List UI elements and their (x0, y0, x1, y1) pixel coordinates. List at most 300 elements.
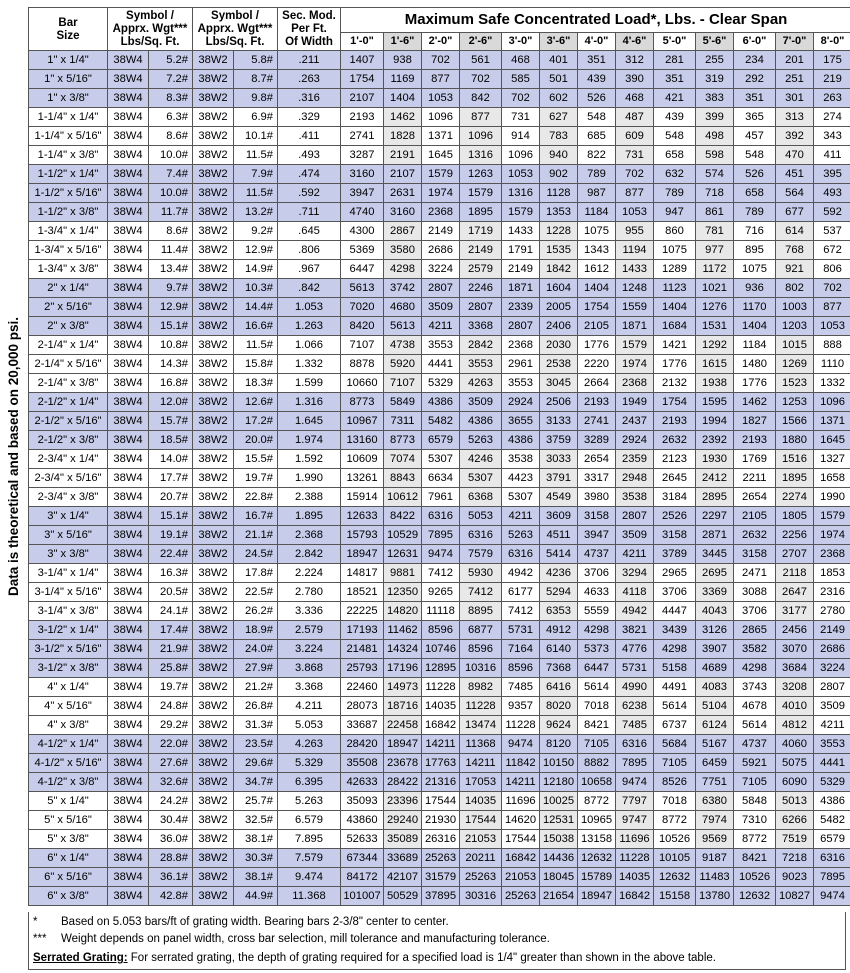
table-cell: 10529 (384, 526, 422, 545)
table-cell: 15793 (341, 526, 384, 545)
table-cell: 10.0# (149, 184, 193, 203)
table-cell: 2256 (776, 526, 814, 545)
table-cell: 8422 (384, 507, 422, 526)
table-cell: 598 (696, 146, 734, 165)
load-table-container (28, 7, 846, 906)
table-cell: 38W2 (193, 241, 234, 260)
table-cell: 7895 (616, 754, 654, 773)
table-cell: 439 (578, 70, 616, 89)
table-cell: 10746 (422, 640, 460, 659)
table-cell: 13474 (460, 716, 502, 735)
table-cell: 468 (502, 51, 540, 70)
table-cell: 614 (776, 222, 814, 241)
table-cell: 470 (776, 146, 814, 165)
table-cell: 4263 (460, 374, 502, 393)
table-cell: 2005 (540, 298, 578, 317)
table-cell: 6124 (696, 716, 734, 735)
table-cell: 1579 (502, 203, 540, 222)
table-cell: 2842 (460, 336, 502, 355)
table-row (29, 127, 850, 146)
table-cell: 27.6# (149, 754, 193, 773)
table-cell: 38W2 (193, 583, 234, 602)
table-cell: 16.6# (234, 317, 278, 336)
table-cell: 18947 (341, 545, 384, 564)
table-cell: 806 (814, 260, 850, 279)
table-cell: 44.9# (234, 887, 278, 906)
table-cell: 101007 (341, 887, 384, 906)
table-cell: 18.5# (149, 431, 193, 450)
table-cell: 702 (502, 89, 540, 108)
table-cell: 38W4 (108, 830, 149, 849)
table-cell: 895 (734, 241, 776, 260)
table-cell: 38W4 (108, 108, 149, 127)
table-cell: 822 (578, 146, 616, 165)
table-cell: 38W4 (108, 621, 149, 640)
table-row (29, 735, 850, 754)
table-cell: 1.599 (278, 374, 341, 393)
table-cell: 12.9# (234, 241, 278, 260)
table-cell: 38W4 (108, 431, 149, 450)
table-cell: 7105 (734, 773, 776, 792)
table-row (29, 488, 850, 507)
table-cell: 399 (696, 108, 734, 127)
table-cell: 1.895 (278, 507, 341, 526)
table-cell: 38W2 (193, 146, 234, 165)
table-cell: 3-1/2" x 3/8" (29, 659, 108, 678)
table-header (29, 8, 850, 51)
table-cell: 29.2# (149, 716, 193, 735)
table-cell: 1407 (341, 51, 384, 70)
table-cell: 38W4 (108, 146, 149, 165)
table-row (29, 203, 850, 222)
table-cell: 2924 (502, 393, 540, 412)
table-cell: 38W2 (193, 108, 234, 127)
table-cell: 3287 (341, 146, 384, 165)
table-cell: 8772 (734, 830, 776, 849)
table-cell: 1645 (422, 146, 460, 165)
table-cell: 19.7# (234, 469, 278, 488)
table-cell: 3" x 1/4" (29, 507, 108, 526)
table-cell: 38W2 (193, 393, 234, 412)
table-cell: 4423 (502, 469, 540, 488)
footnote-2-text: Weight depends on panel width, cross bar selection, mill tolerance and manufacturing tolerance. (61, 933, 550, 945)
table-cell: 12180 (540, 773, 578, 792)
table-cell: 8421 (734, 849, 776, 868)
table-cell: 32.6# (149, 773, 193, 792)
table-cell: 8.6# (149, 127, 193, 146)
load-table (28, 7, 850, 906)
table-cell: 7368 (540, 659, 578, 678)
table-cell: 30316 (460, 887, 502, 906)
table-cell: 6316 (502, 545, 540, 564)
table-cell: 7412 (502, 602, 540, 621)
table-row (29, 887, 850, 906)
table-cell: 3-1/4" x 5/16" (29, 583, 108, 602)
table-cell: 38W4 (108, 868, 149, 887)
table-cell: 5.8# (234, 51, 278, 70)
table-cell: 3789 (654, 545, 696, 564)
table-cell: 13158 (578, 830, 616, 849)
table-cell: 2579 (460, 260, 502, 279)
table-cell: 8895 (460, 602, 502, 621)
table-cell: 1.263 (278, 317, 341, 336)
table-cell: 2707 (776, 545, 814, 564)
table-cell: 1595 (696, 393, 734, 412)
table-cell: 2368 (502, 336, 540, 355)
table-cell: 4" x 5/16" (29, 697, 108, 716)
table-cell: 11228 (422, 678, 460, 697)
table-row (29, 184, 850, 203)
table-cell: 8772 (654, 811, 696, 830)
table-cell: 498 (696, 127, 734, 146)
table-cell: 22.5# (234, 583, 278, 602)
table-cell: .645 (278, 222, 341, 241)
table-cell: 526 (578, 89, 616, 108)
table-cell: 2807 (502, 317, 540, 336)
table-cell: 1-1/2" x 5/16" (29, 184, 108, 203)
table-cell: 263 (814, 89, 850, 108)
table-cell: 2-3/4" x 5/16" (29, 469, 108, 488)
table-cell: 2647 (776, 583, 814, 602)
table-cell: 14.4# (234, 298, 278, 317)
table-cell: 802 (776, 279, 814, 298)
table-cell: 6140 (540, 640, 578, 659)
table-cell: 8020 (540, 697, 578, 716)
table-cell: 201 (776, 51, 814, 70)
table-cell: .711 (278, 203, 341, 222)
table-cell: 38W2 (193, 507, 234, 526)
table-cell: 8773 (341, 393, 384, 412)
table-cell: 401 (540, 51, 578, 70)
table-cell: 7895 (422, 526, 460, 545)
table-cell: 1.316 (278, 393, 341, 412)
table-cell: 5613 (341, 279, 384, 298)
table-cell: 5369 (341, 241, 384, 260)
table-cell: 28073 (341, 697, 384, 716)
table-cell: 3553 (502, 374, 540, 393)
table-cell: 38W2 (193, 260, 234, 279)
table-cell: 2392 (696, 431, 734, 450)
table-cell: 3439 (654, 621, 696, 640)
table-cell: 877 (814, 298, 850, 317)
table-cell: 1-1/4" x 5/16" (29, 127, 108, 146)
table-cell: 38W2 (193, 450, 234, 469)
table-cell: 3706 (654, 583, 696, 602)
table-cell: 914 (502, 127, 540, 146)
table-cell: 4990 (616, 678, 654, 697)
table-cell: 9.8# (234, 89, 278, 108)
table-cell: 17544 (460, 811, 502, 830)
table-cell: 23.5# (234, 735, 278, 754)
table-cell: 1096 (422, 108, 460, 127)
table-cell: 301 (776, 89, 814, 108)
table-row (29, 279, 850, 298)
table-cell: 11462 (384, 621, 422, 640)
table-cell: 38W4 (108, 697, 149, 716)
table-cell: 15.5# (234, 450, 278, 469)
table-cell: 33689 (384, 849, 422, 868)
table-cell: 11.7# (149, 203, 193, 222)
table-cell: 43860 (341, 811, 384, 830)
table-row (29, 317, 850, 336)
table-cell: 6.3# (149, 108, 193, 127)
table-cell: 38W2 (193, 602, 234, 621)
table-cell: 38W4 (108, 887, 149, 906)
table-cell: 17763 (422, 754, 460, 773)
table-cell: 2471 (734, 564, 776, 583)
table-cell: 13.4# (149, 260, 193, 279)
table-cell: 4236 (540, 564, 578, 583)
table-cell: 3160 (384, 203, 422, 222)
table-cell: 4043 (696, 602, 734, 621)
table-cell: 877 (460, 108, 502, 127)
table-cell: 38W4 (108, 716, 149, 735)
table-cell: 6316 (616, 735, 654, 754)
table-cell: 2456 (776, 621, 814, 640)
table-cell: 38W4 (108, 203, 149, 222)
table-cell: 537 (814, 222, 850, 241)
table-cell: 1579 (814, 507, 850, 526)
table-cell: 17053 (460, 773, 502, 792)
table-cell: 15.1# (149, 317, 193, 336)
table-cell: 8982 (460, 678, 502, 697)
table-cell: 12531 (540, 811, 578, 830)
table-cell: 38W2 (193, 89, 234, 108)
table-cell: 7018 (654, 792, 696, 811)
table-cell: 421 (654, 89, 696, 108)
table-cell: 3580 (384, 241, 422, 260)
table-cell: 2149 (460, 241, 502, 260)
table-cell: 493 (814, 184, 850, 203)
table-cell: 14324 (384, 640, 422, 659)
table-row (29, 51, 850, 70)
table-cell: 5848 (734, 792, 776, 811)
table-cell: 1015 (776, 336, 814, 355)
span-header: 4'-0" (578, 33, 616, 51)
table-cell: 38W4 (108, 469, 149, 488)
table-row (29, 298, 850, 317)
table-cell: 42107 (384, 868, 422, 887)
col-sec-mod: Sec. Mod. Per Ft. Of Width (278, 8, 341, 51)
table-cell: 11228 (502, 716, 540, 735)
table-cell: 768 (776, 241, 814, 260)
table-row (29, 640, 850, 659)
table-cell: 5731 (616, 659, 654, 678)
table-row (29, 830, 850, 849)
table-cell: 1123 (654, 279, 696, 298)
table-cell: 4912 (540, 621, 578, 640)
col-symbol-38w2: Symbol / Apprx. Wgt*** Lbs/Sq. Ft. (193, 8, 278, 51)
table-cell: 3582 (734, 640, 776, 659)
table-cell: 30.3# (234, 849, 278, 868)
table-cell: 13261 (341, 469, 384, 488)
table-cell: 7895 (814, 868, 850, 887)
table-cell: 4386 (814, 792, 850, 811)
table-cell: 10.0# (149, 146, 193, 165)
table-cell: 6368 (460, 488, 502, 507)
table-cell: 8843 (384, 469, 422, 488)
table-cell: 6459 (696, 754, 734, 773)
table-cell: 7311 (384, 412, 422, 431)
table-cell: 38W4 (108, 317, 149, 336)
table-cell: 38W2 (193, 887, 234, 906)
table-cell: 22225 (341, 602, 384, 621)
table-cell: 1754 (578, 298, 616, 317)
table-cell: 14.0# (149, 450, 193, 469)
table-cell: 1421 (654, 336, 696, 355)
table-cell: 20.5# (149, 583, 193, 602)
table-cell: 3289 (578, 431, 616, 450)
table-cell: 13.2# (234, 203, 278, 222)
table-cell: 2686 (422, 241, 460, 260)
table-cell: 7105 (654, 754, 696, 773)
table-row (29, 89, 850, 108)
table-cell: 21.9# (149, 640, 193, 659)
table-cell: 15.8# (234, 355, 278, 374)
table-cell: 3133 (540, 412, 578, 431)
table-cell: 702 (422, 51, 460, 70)
table-cell: 38W4 (108, 659, 149, 678)
table-cell: 14035 (616, 868, 654, 887)
table-cell: 2359 (616, 450, 654, 469)
table-cell: 2654 (734, 488, 776, 507)
table-cell: 38W4 (108, 450, 149, 469)
table-cell: 627 (540, 108, 578, 127)
table-cell: 2.579 (278, 621, 341, 640)
table-cell: 860 (654, 222, 696, 241)
table-cell: 14035 (422, 697, 460, 716)
table-cell: 11368 (460, 735, 502, 754)
table-cell: 789 (578, 165, 616, 184)
table-cell: 33687 (341, 716, 384, 735)
span-header: 3'-0" (502, 33, 540, 51)
table-cell: 7519 (776, 830, 814, 849)
table-cell: 11.5# (234, 146, 278, 165)
table-cell: 702 (814, 279, 850, 298)
table-cell: 1776 (654, 355, 696, 374)
table-cell: 25263 (502, 887, 540, 906)
table-cell: 2632 (734, 526, 776, 545)
table-cell: 2-3/4" x 3/8" (29, 488, 108, 507)
table-cell: 35508 (341, 754, 384, 773)
table-cell: 1-3/4" x 1/4" (29, 222, 108, 241)
table-cell: 23396 (384, 792, 422, 811)
table-cell: 1776 (578, 336, 616, 355)
table-cell: 2-1/2" x 1/4" (29, 393, 108, 412)
table-cell: 6579 (422, 431, 460, 450)
table-cell: .474 (278, 165, 341, 184)
table-cell: 1645 (814, 431, 850, 450)
table-cell: 34.7# (234, 773, 278, 792)
table-cell: 877 (422, 70, 460, 89)
table-cell: 4942 (502, 564, 540, 583)
table-cell: 3126 (696, 621, 734, 640)
table-cell: 36.1# (149, 868, 193, 887)
table-cell: 2895 (696, 488, 734, 507)
table-cell: 5263 (502, 526, 540, 545)
table-cell: 11696 (616, 830, 654, 849)
table-cell: 1579 (616, 336, 654, 355)
table-cell: 38W2 (193, 735, 234, 754)
table-cell: 2193 (578, 393, 616, 412)
table-cell: 487 (616, 108, 654, 127)
table-row (29, 374, 850, 393)
table-cell: 2654 (578, 450, 616, 469)
table-row (29, 412, 850, 431)
table-row (29, 393, 850, 412)
table-cell: 38W4 (108, 412, 149, 431)
col-symbol-38w4: Symbol / Apprx. Wgt*** Lbs/Sq. Ft. (108, 8, 193, 51)
table-cell: 1-1/2" x 1/4" (29, 165, 108, 184)
table-cell: 2105 (734, 507, 776, 526)
table-cell: 7.9# (234, 165, 278, 184)
table-cell: 10827 (776, 887, 814, 906)
table-cell: 1" x 5/16" (29, 70, 108, 89)
table-cell: 1289 (654, 260, 696, 279)
table-cell: 3743 (734, 678, 776, 697)
table-cell: 1462 (384, 108, 422, 127)
table-cell: 5.2# (149, 51, 193, 70)
table-row (29, 507, 850, 526)
table-cell: 2118 (776, 564, 814, 583)
table-cell: 902 (540, 165, 578, 184)
table-cell: 7.895 (278, 830, 341, 849)
table-cell: 8420 (341, 317, 384, 336)
table-cell: 1053 (616, 203, 654, 222)
table-cell: 30.4# (149, 811, 193, 830)
table-cell: 15914 (341, 488, 384, 507)
table-cell: 11118 (422, 602, 460, 621)
table-cell: 1096 (460, 127, 502, 146)
table-cell: 3" x 3/8" (29, 545, 108, 564)
table-cell: 8.3# (149, 89, 193, 108)
table-cell: 2149 (502, 260, 540, 279)
table-cell: 38W2 (193, 621, 234, 640)
table-cell: 1990 (814, 488, 850, 507)
table-cell: 4010 (776, 697, 814, 716)
table-cell: 3184 (654, 488, 696, 507)
table-cell: 5684 (654, 735, 696, 754)
table-cell: 21.2# (234, 678, 278, 697)
table-cell: 561 (460, 51, 502, 70)
table-cell: 4441 (814, 754, 850, 773)
table-cell: 4633 (578, 583, 616, 602)
table-cell: 2149 (814, 621, 850, 640)
table-cell: 9.7# (149, 279, 193, 298)
table-row (29, 70, 850, 89)
table-cell: 11483 (696, 868, 734, 887)
table-cell: 38W4 (108, 393, 149, 412)
table-cell: 29.6# (234, 754, 278, 773)
table-cell: 3-1/4" x 3/8" (29, 602, 108, 621)
table-cell: 1" x 1/4" (29, 51, 108, 70)
table-cell: 38W4 (108, 792, 149, 811)
table-row (29, 431, 850, 450)
table-cell: 3224 (422, 260, 460, 279)
span-header: 3'-6" (540, 33, 578, 51)
table-cell: 716 (734, 222, 776, 241)
table-cell: 24.8# (149, 697, 193, 716)
table-cell: 28422 (384, 773, 422, 792)
table-cell: 4678 (734, 697, 776, 716)
table-cell: 1404 (578, 279, 616, 298)
table-cell: 7074 (384, 450, 422, 469)
table-cell: 4" x 1/4" (29, 678, 108, 697)
table-cell: 42.8# (149, 887, 193, 906)
table-cell: 1.974 (278, 431, 341, 450)
table-cell: 7412 (460, 583, 502, 602)
table-cell: 3706 (734, 602, 776, 621)
